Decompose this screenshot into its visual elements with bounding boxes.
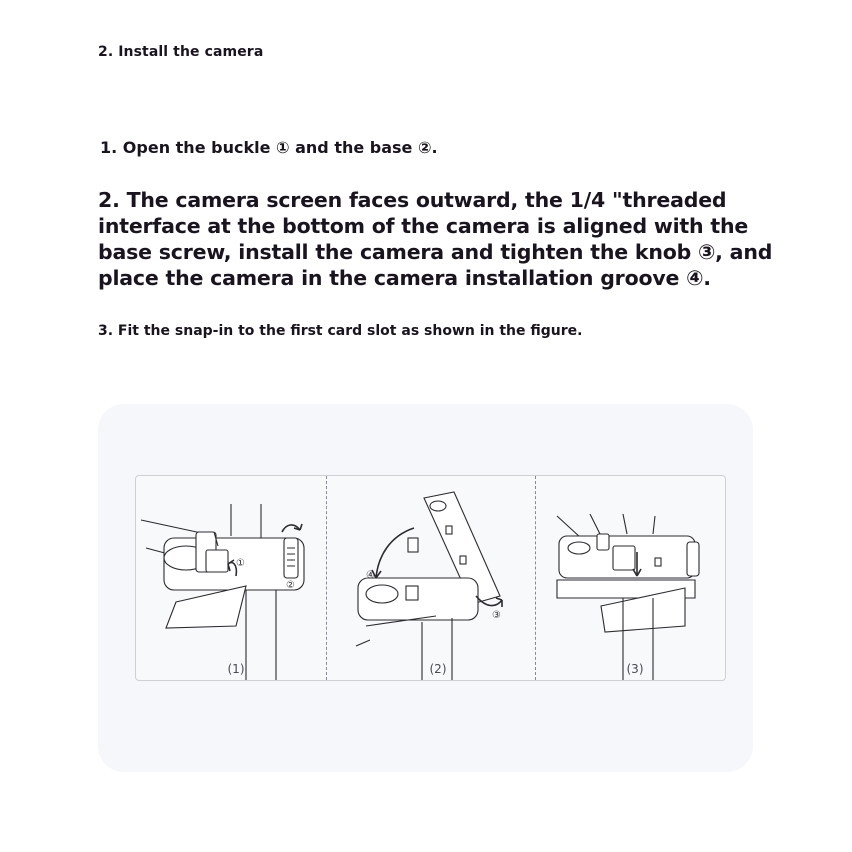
caption-1: (1) bbox=[227, 662, 245, 676]
figure-3 bbox=[535, 476, 725, 680]
marker-1: ① bbox=[236, 558, 245, 569]
caption-2: (2) bbox=[429, 662, 447, 676]
step-3-text: 3. Fit the snap-in to the first card slot as shown in the figure. bbox=[98, 323, 583, 339]
marker-4: ④ bbox=[366, 570, 375, 581]
marker-2: ② bbox=[286, 580, 295, 591]
step-2-text: 2. The camera screen faces outward, the 1/4 "threaded interface at the bottom of the camera is aligned with the base screw, install the camera and tighten the knob ③, and place the camera in the camera installation groove ④. bbox=[98, 188, 773, 290]
illustration-panel bbox=[98, 404, 753, 772]
illustration-frame bbox=[135, 475, 726, 681]
section-heading: 2. Install the camera bbox=[98, 44, 264, 60]
caption-3: (3) bbox=[626, 662, 644, 676]
figure-2 bbox=[326, 476, 535, 680]
figure-1 bbox=[136, 476, 326, 680]
marker-3: ③ bbox=[492, 610, 501, 621]
step-1-text: 1. Open the buckle ① and the base ②. bbox=[100, 138, 438, 157]
